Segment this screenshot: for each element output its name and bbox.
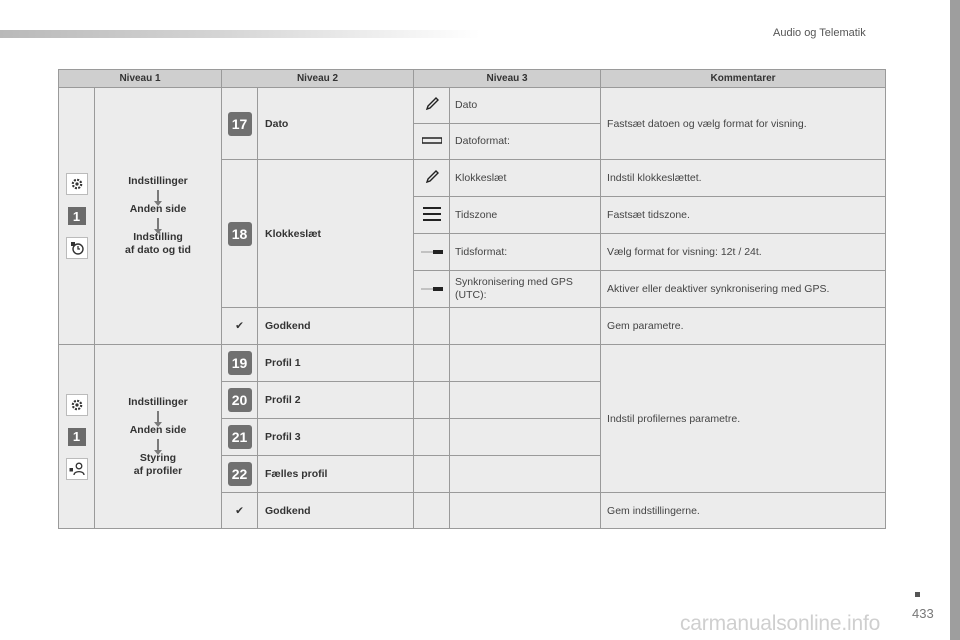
comment-cell: Gem indstillingerne. <box>601 493 886 529</box>
empty-cell <box>450 382 601 419</box>
level2-label: Profil 2 <box>258 382 414 419</box>
arrow-down-icon <box>157 411 159 423</box>
settings-table <box>58 69 886 529</box>
table-row <box>59 345 886 382</box>
comment-cell: Fastsæt tidszone. <box>601 197 886 234</box>
level3-label: Tidsformat: <box>450 234 601 271</box>
comment-cell: Aktiver eller deaktiver synkronisering med GPS. <box>601 271 886 308</box>
level2-label: Godkend <box>258 308 414 345</box>
level3-label: Tidszone <box>450 197 601 234</box>
empty-cell <box>450 345 601 382</box>
level1-path-cell <box>95 88 222 345</box>
comment-cell: Fastsæt datoen og vælg format for visning. <box>601 88 886 160</box>
top-gradient-bar <box>0 30 480 38</box>
level3-label: Datoformat: <box>450 124 601 160</box>
level2-label: Fælles profil <box>258 456 414 493</box>
level2-label: Godkend <box>258 493 414 529</box>
comment-cell: Indstil profilernes parametre. <box>601 345 886 493</box>
section-title: Audio og Telematik <box>773 27 866 39</box>
format-bar-icon <box>414 124 450 160</box>
arrow-down-icon <box>157 439 159 451</box>
empty-cell <box>414 308 450 345</box>
level2-label: Profil 3 <box>258 419 414 456</box>
badge-cell <box>222 419 258 456</box>
checkmark-icon: ✔ <box>222 493 258 529</box>
page-number: 433 <box>912 606 934 621</box>
path-step: Styring <box>139 451 177 464</box>
column-header: Niveau 3 <box>414 70 601 88</box>
path-step: af dato og tid <box>125 244 191 256</box>
menu-path <box>95 396 221 478</box>
toggle-switch-icon <box>414 271 450 308</box>
empty-cell <box>414 382 450 419</box>
badge-cell <box>222 88 258 160</box>
table-row <box>59 88 886 124</box>
path-step: Indstillinger <box>128 395 188 408</box>
empty-cell <box>414 345 450 382</box>
table-header-row <box>59 70 886 88</box>
step-badge: 20 <box>228 388 252 412</box>
path-step: Indstillinger <box>128 175 188 187</box>
edit-pencil-icon <box>414 88 450 124</box>
step-badge: 17 <box>228 112 252 136</box>
clock-settings-icon <box>66 237 88 259</box>
empty-cell <box>414 419 450 456</box>
step-badge: 19 <box>228 351 252 375</box>
level3-label: Klokkeslæt <box>450 160 601 197</box>
badge-cell <box>222 160 258 308</box>
level3-label: Synkronisering med GPS (UTC): <box>450 271 601 308</box>
menu-path <box>95 175 221 257</box>
path-step: af profiler <box>133 464 183 477</box>
profile-settings-icon <box>66 458 88 480</box>
edit-pencil-icon <box>414 160 450 197</box>
path-step: Anden side <box>129 423 187 436</box>
toggle-switch-icon <box>414 234 450 271</box>
level1-icons-cell <box>59 345 95 529</box>
level1-number-badge: 1 <box>68 428 86 446</box>
empty-cell <box>450 456 601 493</box>
level2-label: Dato <box>258 88 414 160</box>
comment-cell: Indstil klokkeslættet. <box>601 160 886 197</box>
empty-cell <box>414 493 450 529</box>
empty-cell <box>450 493 601 529</box>
column-header: Niveau 1 <box>59 70 222 88</box>
level1-icons-cell <box>59 88 95 345</box>
watermark: carmanualsonline.info <box>680 612 881 635</box>
page-edge-bar <box>950 0 960 640</box>
badge-cell <box>222 456 258 493</box>
level3-label: Dato <box>450 88 601 124</box>
settings-gear-icon <box>66 173 88 195</box>
arrow-down-icon <box>157 190 159 202</box>
path-step: Indstilling <box>133 231 183 243</box>
checkmark-icon: ✔ <box>222 308 258 345</box>
column-header: Kommentarer <box>601 70 886 88</box>
list-menu-icon <box>414 197 450 234</box>
step-badge: 21 <box>228 425 252 449</box>
level2-label: Profil 1 <box>258 345 414 382</box>
comment-cell: Vælg format for visning: 12t / 24t. <box>601 234 886 271</box>
empty-cell <box>450 419 601 456</box>
badge-cell <box>222 382 258 419</box>
arrow-down-icon <box>157 218 159 230</box>
step-badge: 18 <box>228 222 252 246</box>
column-header: Niveau 2 <box>222 70 414 88</box>
settings-gear-icon <box>66 394 88 416</box>
page-marker <box>915 592 920 597</box>
comment-cell: Gem parametre. <box>601 308 886 345</box>
empty-cell <box>450 308 601 345</box>
level2-label: Klokkeslæt <box>258 160 414 308</box>
step-badge: 22 <box>228 462 252 486</box>
level1-number-badge: 1 <box>68 207 86 225</box>
path-step: Anden side <box>129 203 187 215</box>
level1-path-cell <box>95 345 222 529</box>
badge-cell <box>222 345 258 382</box>
empty-cell <box>414 456 450 493</box>
